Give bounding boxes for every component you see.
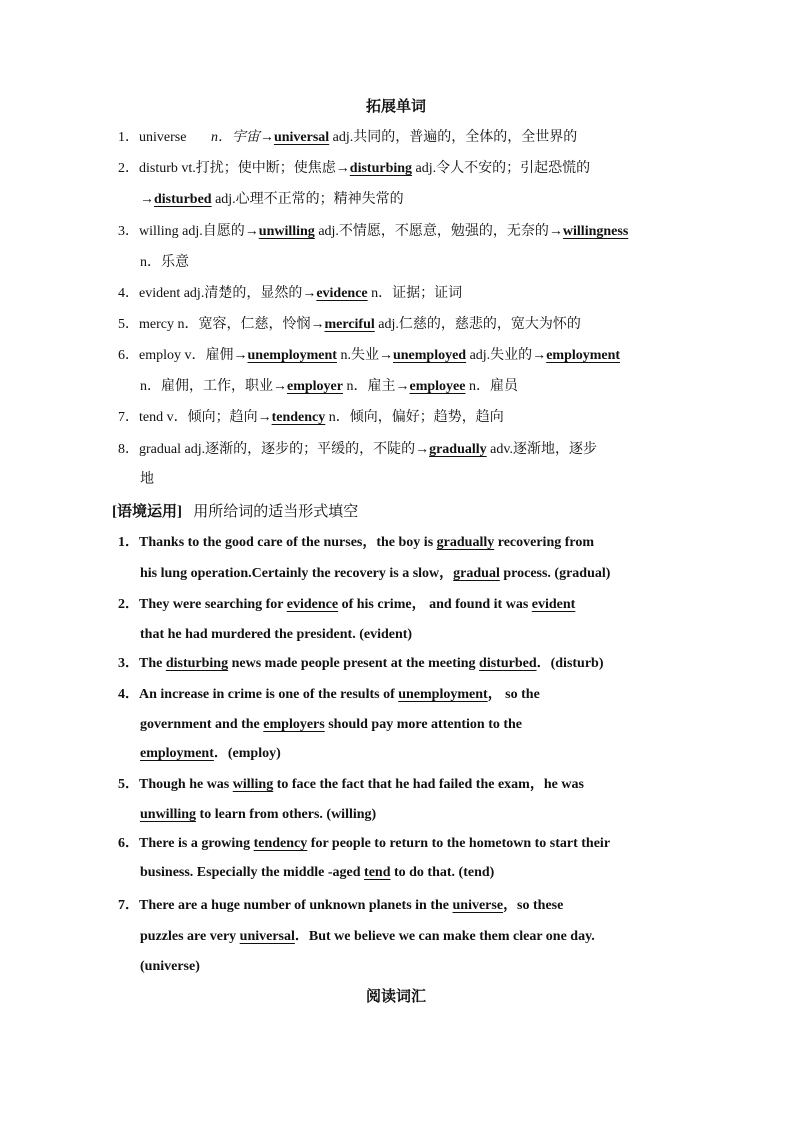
answer-blank: unwilling [258, 224, 315, 239]
exercise-4: 4．An increase in crime is one of the results of unemployment， so the [118, 687, 540, 702]
answer-blank: evidence [316, 286, 368, 301]
vocab-item-6-cont: n．雇佣，工作，职业→employer n．雇主→employee n．雇员 [140, 379, 518, 394]
answer-blank: disturbing [349, 161, 413, 176]
answer-blank: employers [263, 717, 325, 732]
exercise-2: 2．They were searching for evidence of his crime， and found it was evident [118, 597, 576, 612]
vocab-item-1: 1．universe n．宇宙→universal adj.共同的，普遍的，全体的，全世界的 [118, 130, 578, 145]
vocab-item-4: 4．evident adj.清楚的，显然的→evidence n．证据；证词 [118, 286, 463, 301]
exercise-1: 1．Thanks to the good care of the nurses，the boy is gradually recovering from [118, 535, 595, 550]
vocab-item-8-cont: 地 [140, 472, 154, 487]
answer-blank: unwilling [140, 807, 197, 822]
exercise-2-cont: that he had murdered the president. (evident) [140, 627, 413, 642]
exercise-6: 6．There is a growing tendency for people to return to the hometown to start their [118, 836, 611, 851]
exercise-4-cont: government and the employers should pay more attention to the [140, 717, 523, 732]
answer-blank: gradually [436, 535, 495, 550]
answer-blank: tendency [253, 836, 308, 851]
vocab-item-8: 8．gradual adj.逐渐的，逐步的；平缓的，不陡的→gradually adv.逐渐地，逐步 [118, 442, 597, 457]
vocab-item-3-cont: n．乐意 [140, 255, 189, 270]
section-title-reading: 阅读词汇 [366, 989, 427, 1005]
vocab-item-7: 7．tend v．倾向；趋向→tendency n．倾向，偏好；趋势，趋向 [118, 410, 504, 425]
answer-blank: evident [531, 597, 576, 612]
exercise-6-cont: business. Especially the middle -aged tend to do that. (tend) [140, 865, 495, 880]
exercise-7-cont: puzzles are very universal．But we believe we can make them clear one day. [140, 929, 595, 944]
exercise-7: 7．There are a huge number of unknown planets in the universe，so these [118, 898, 564, 913]
answer-blank: tendency [271, 410, 326, 425]
vocab-item-3: 3．willing adj.自愿的→unwilling adj.不情愿，不愿意，勉强的，无奈的→willingness [118, 224, 629, 239]
answer-blank: universe [452, 898, 504, 913]
answer-blank: universal [273, 130, 330, 145]
section-heading-context: [语境运用] 用所给词的适当形式填空 [112, 504, 359, 520]
exercise-5-cont: unwilling to learn from others. (willing) [140, 807, 377, 822]
answer-blank: merciful [324, 317, 375, 332]
exercise-1-cont: his lung operation.Certainly the recovery is a slow，gradual process. (gradual) [140, 566, 611, 581]
answer-blank: gradually [429, 442, 487, 457]
answer-blank: employment [140, 746, 214, 761]
answer-blank: universal [239, 929, 295, 944]
answer-blank: unemployed [392, 348, 467, 363]
section-title-vocab: 拓展单词 [366, 99, 427, 115]
vocab-item-5: 5．mercy n．宽容，仁慈，怜悯→merciful adj.仁慈的，慈悲的，宽大为怀的 [118, 317, 581, 332]
answer-blank: employer [287, 379, 343, 394]
exercise-7-cont2: (universe) [140, 959, 200, 974]
exercise-5: 5．Though he was willing to face the fact that he had failed the exam，he was [118, 777, 584, 792]
answer-blank: employment [546, 348, 621, 363]
answer-blank: disturbed [154, 192, 212, 207]
answer-blank: evidence [286, 597, 339, 612]
answer-blank: gradual [453, 566, 500, 581]
exercise-4-cont2: employment．(employ) [140, 746, 281, 761]
answer-blank: unemployment [398, 687, 488, 702]
answer-blank: unemployment [247, 348, 337, 363]
vocab-item-2-cont: →disturbed adj.心理不正常的；精神失常的 [140, 192, 404, 207]
answer-blank: tend [364, 865, 391, 880]
answer-blank: employee [409, 379, 466, 394]
answer-blank: disturbed [479, 656, 537, 671]
answer-blank: willingness [562, 224, 629, 239]
answer-blank: willing [232, 777, 274, 792]
vocab-item-2: 2．disturb vt.打扰；使中断；使焦虑→disturbing adj.令人不安的；引起恐慌的 [118, 161, 591, 176]
answer-blank: disturbing [165, 656, 229, 671]
exercise-3: 3．The disturbing news made people present at the meeting disturbed．(disturb) [118, 656, 604, 671]
vocab-item-6: 6．employ v．雇佣→unemployment n.失业→unemployed adj.失业的→employment [118, 348, 621, 363]
